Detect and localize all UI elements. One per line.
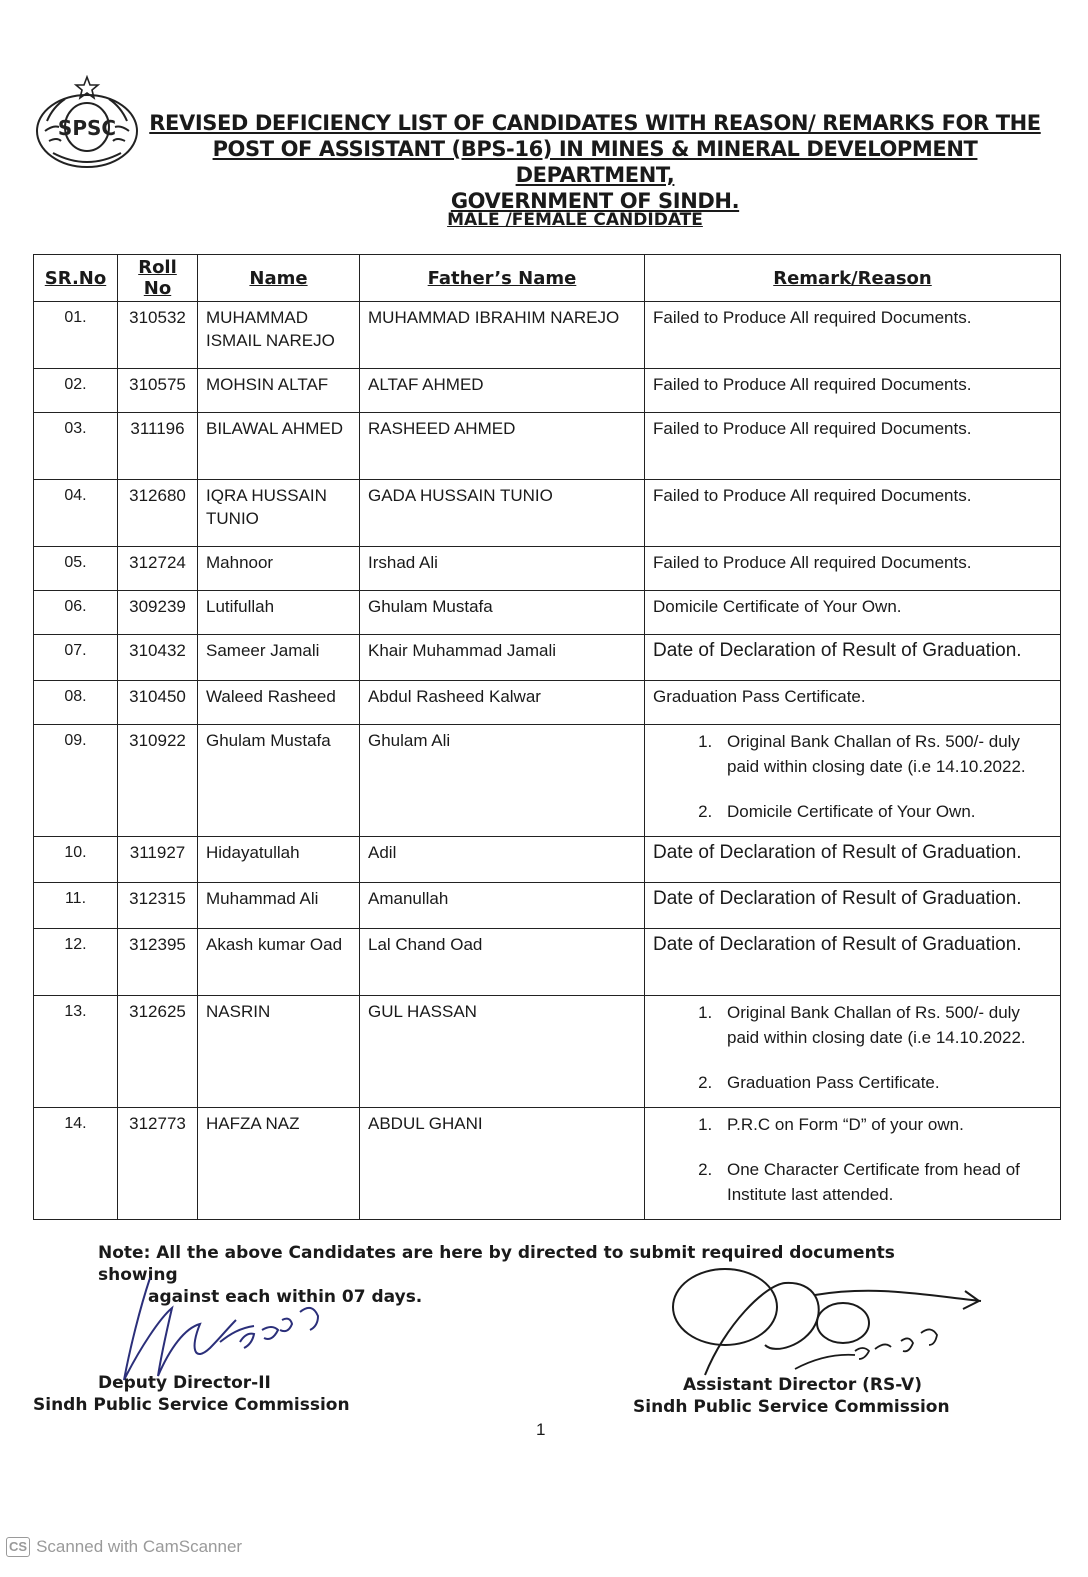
cell-sr-no: 09. xyxy=(34,725,118,837)
remark-list-item: 1. P.R.C on Form “D” of your own. xyxy=(717,1112,1052,1137)
cell-father-name: Khair Muhammad Jamali xyxy=(360,635,645,681)
table-row xyxy=(34,725,1061,837)
cell-sr-no: 01. xyxy=(34,302,118,369)
cell-sr-no: 08. xyxy=(34,681,118,725)
remark-list-item: 2. One Character Certificate from head of Institute last attended. xyxy=(717,1157,1052,1207)
table-row xyxy=(34,996,1061,1108)
remark-list-item: 1. Original Bank Challan of Rs. 500/- duly paid within closing date (i.e 14.10.2022. xyxy=(717,1000,1052,1050)
section-subtitle: MALE /FEMALE CANDIDATE xyxy=(447,210,703,230)
left-signatory-title: Deputy Director-II xyxy=(98,1373,271,1393)
right-signatory-title: Assistant Director (RS-V) xyxy=(683,1375,922,1395)
cell-father-name: GADA HUSSAIN TUNIO xyxy=(360,480,645,547)
cell-father-name: Adil xyxy=(360,837,645,883)
table-row xyxy=(34,837,1061,883)
cell-father-name: Amanullah xyxy=(360,883,645,929)
right-signatory-org: Sindh Public Service Commission xyxy=(633,1397,950,1417)
table-row xyxy=(34,1108,1061,1220)
table-row xyxy=(34,635,1061,681)
cell-remark: Failed to Produce All required Documents. xyxy=(645,413,1061,480)
page-number: 1 xyxy=(536,1420,546,1439)
cell-remark: Failed to Produce All required Documents. xyxy=(645,302,1061,369)
remark-list xyxy=(653,1000,1052,1095)
remark-list-item: 1. Original Bank Challan of Rs. 500/- duly paid within closing date (i.e 14.10.2022. xyxy=(717,729,1052,779)
cell-sr-no: 06. xyxy=(34,591,118,635)
cell-father-name: Lal Chand Oad xyxy=(360,929,645,996)
camscanner-watermark xyxy=(6,1537,242,1557)
cell-sr-no: 13. xyxy=(34,996,118,1108)
cell-remark xyxy=(645,996,1061,1108)
cell-sr-no: 07. xyxy=(34,635,118,681)
cell-sr-no: 14. xyxy=(34,1108,118,1220)
cell-remark: Failed to Produce All required Documents. xyxy=(645,480,1061,547)
cell-roll-no: 310922 xyxy=(118,725,198,837)
column-header-name: Name xyxy=(198,255,360,302)
cell-remark: Domicile Certificate of Your Own. xyxy=(645,591,1061,635)
camscanner-logo-icon: CS xyxy=(6,1537,30,1557)
cell-sr-no: 02. xyxy=(34,369,118,413)
document-title xyxy=(140,110,1050,214)
column-header-roll-line2: No xyxy=(143,278,172,299)
column-header-sr: SR.No xyxy=(34,255,118,302)
cell-name: MUHAMMAD ISMAIL NAREJO xyxy=(198,302,360,369)
svg-text:SPSC: SPSC xyxy=(57,116,117,140)
cell-name: Waleed Rasheed xyxy=(198,681,360,725)
cell-father-name: Ghulam Ali xyxy=(360,725,645,837)
title-line-1: REVISED DEFICIENCY LIST OF CANDIDATES WITH REASON/ REMARKS FOR THE xyxy=(149,111,1041,135)
title-line-3: GOVERNMENT OF SINDH. xyxy=(450,189,740,213)
remark-list xyxy=(653,1112,1052,1207)
column-header-roll-line1: Roll xyxy=(138,257,177,278)
cell-father-name: Abdul Rasheed Kalwar xyxy=(360,681,645,725)
cell-name: Akash kumar Oad xyxy=(198,929,360,996)
table-body xyxy=(34,302,1061,1220)
cell-roll-no: 312395 xyxy=(118,929,198,996)
cell-name: Sameer Jamali xyxy=(198,635,360,681)
cell-roll-no: 310432 xyxy=(118,635,198,681)
table-row xyxy=(34,369,1061,413)
table-row xyxy=(34,547,1061,591)
cell-father-name: ABDUL GHANI xyxy=(360,1108,645,1220)
cell-roll-no: 310450 xyxy=(118,681,198,725)
left-signatory-org: Sindh Public Service Commission xyxy=(33,1395,350,1415)
table-row xyxy=(34,480,1061,547)
cell-roll-no: 310532 xyxy=(118,302,198,369)
remark-list-item: 2. Domicile Certificate of Your Own. xyxy=(717,799,1052,824)
cell-name: NASRIN xyxy=(198,996,360,1108)
column-header-roll xyxy=(118,255,198,302)
cell-name: Mahnoor xyxy=(198,547,360,591)
left-signature-block xyxy=(33,1372,350,1416)
cell-roll-no: 311927 xyxy=(118,837,198,883)
title-line-2: POST OF ASSISTANT (BPS-16) IN MINES & MINERAL DEVELOPMENT DEPARTMENT, xyxy=(212,137,978,187)
table-row xyxy=(34,929,1061,996)
cell-roll-no: 312680 xyxy=(118,480,198,547)
cell-name: Hidayatullah xyxy=(198,837,360,883)
note-line-1: Note: All the above Candidates are here by directed to submit required documents showing xyxy=(98,1243,895,1285)
cell-roll-no: 312315 xyxy=(118,883,198,929)
table-row xyxy=(34,302,1061,369)
cell-sr-no: 12. xyxy=(34,929,118,996)
cell-father-name: Irshad Ali xyxy=(360,547,645,591)
table-row xyxy=(34,681,1061,725)
cell-remark: Date of Declaration of Result of Graduation. xyxy=(645,929,1061,996)
cell-name: Lutifullah xyxy=(198,591,360,635)
cell-sr-no: 10. xyxy=(34,837,118,883)
cell-remark: Graduation Pass Certificate. xyxy=(645,681,1061,725)
cell-father-name: RASHEED AHMED xyxy=(360,413,645,480)
cell-remark: Date of Declaration of Result of Graduation. xyxy=(645,883,1061,929)
cell-remark: Date of Declaration of Result of Graduation. xyxy=(645,837,1061,883)
table-row xyxy=(34,591,1061,635)
cell-remark: Date of Declaration of Result of Graduation. xyxy=(645,635,1061,681)
cell-father-name: ALTAF AHMED xyxy=(360,369,645,413)
cell-name: MOHSIN ALTAF xyxy=(198,369,360,413)
cell-name: Muhammad Ali xyxy=(198,883,360,929)
remark-list xyxy=(653,729,1052,824)
cell-father-name: Ghulam Mustafa xyxy=(360,591,645,635)
cell-sr-no: 05. xyxy=(34,547,118,591)
cell-father-name: GUL HASSAN xyxy=(360,996,645,1108)
cell-sr-no: 03. xyxy=(34,413,118,480)
column-header-remark: Remark/Reason xyxy=(645,255,1061,302)
cell-name: BILAWAL AHMED xyxy=(198,413,360,480)
cell-sr-no: 04. xyxy=(34,480,118,547)
cell-remark: Failed to Produce All required Documents. xyxy=(645,369,1061,413)
deficiency-table xyxy=(33,254,1061,1220)
remark-list-item: 2. Graduation Pass Certificate. xyxy=(717,1070,1052,1095)
spsc-seal-logo xyxy=(33,75,141,175)
right-signature-block xyxy=(633,1374,950,1418)
table-header-row xyxy=(34,255,1061,302)
table-row xyxy=(34,413,1061,480)
left-signature-icon xyxy=(110,1268,340,1388)
cell-name: IQRA HUSSAIN TUNIO xyxy=(198,480,360,547)
cell-roll-no: 311196 xyxy=(118,413,198,480)
cell-remark xyxy=(645,725,1061,837)
cell-remark xyxy=(645,1108,1061,1220)
note-line-2: against each within 07 days. xyxy=(148,1287,423,1307)
cell-sr-no: 11. xyxy=(34,883,118,929)
cell-remark: Failed to Produce All required Documents. xyxy=(645,547,1061,591)
cell-name: Ghulam Mustafa xyxy=(198,725,360,837)
cell-roll-no: 312724 xyxy=(118,547,198,591)
cell-name: HAFZA NAZ xyxy=(198,1108,360,1220)
cell-roll-no: 312625 xyxy=(118,996,198,1108)
camscanner-text: Scanned with CamScanner xyxy=(36,1537,243,1556)
cell-roll-no: 309239 xyxy=(118,591,198,635)
right-signature-icon xyxy=(665,1265,985,1385)
cell-roll-no: 312773 xyxy=(118,1108,198,1220)
cell-roll-no: 310575 xyxy=(118,369,198,413)
cell-father-name: MUHAMMAD IBRAHIM NAREJO xyxy=(360,302,645,369)
table-row xyxy=(34,883,1061,929)
column-header-father: Father’s Name xyxy=(360,255,645,302)
